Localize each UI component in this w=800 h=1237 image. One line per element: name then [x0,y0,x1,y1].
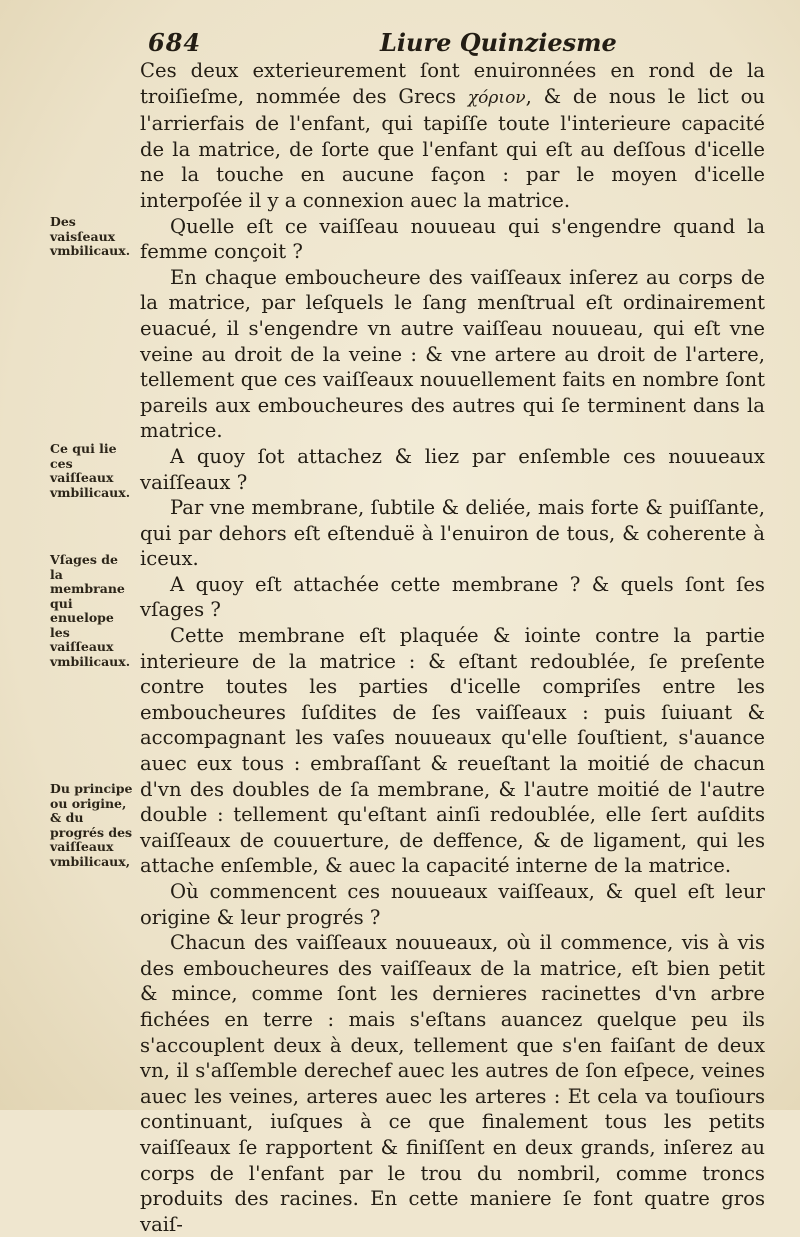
page-number: 684 [148,28,202,57]
question-paragraph: A quoy ſot attachez & liez par enſemble ces nouueaux vaiſſeaux ? [140,444,765,494]
answer-paragraph: Par vne membrane, ſubtile & deliée, mais forte & puiſſante, qui par dehors eſt eſtenduë à l'enuiron de tous, & coherente à iceux. [140,496,765,571]
answer-paragraph: Chacun des vaiſſeaux nouueaux, où il commence, vis à vis des emboucheures des vaiſſeaux de la matrice, eſt bien petit & mince, comme ſont les dernieres racinettes d'vn arbre fichées en terre : mais s'eſtans auancez quelque peu ils s'accouplent deux à deux, tellement que s'en faiſant de deux vn, il s'aſſemble derechef auec les autres de ſon eſpece, veines auec les veines, arteres auec les arteres : Et cela va touſiours continuant, iuſques à ce que finalement tous les petits vaiſſeaux ſe rapportent & finiſſent en deux grands, inſerez au corps de l'enfant par le trou du nombril, comme troncs produits des racines. En cette maniere ſe font quatre gros vaiſ- [140,931,765,1236]
body-text [140,58,765,1237]
paragraph-text: Ces deux exterieurement ſont enuironnées en rond de la troiſieſme, nommée des Grecs [140,59,765,108]
question-paragraph: A quoy eſt attachée cette membrane ? & quels ſont ſes vſages ? [140,572,765,622]
page-header [148,28,760,62]
paragraph-chorion [140,58,765,214]
running-title: Liure Quinziesme [380,28,617,57]
margin-note-umbilical-vessels: Des vaisſeaux vmbilicaux. [50,214,131,258]
greek-word: χόριον [467,87,526,108]
margin-note-what-binds-vessels: Ce qui lie ces vaiſſeaux vmbilicaux. [50,441,131,500]
margin-note-membrane-uses: Vſages de la membrane qui enuelope les vaiſſeaux vmbilicaux. [50,552,131,669]
answer-paragraph: En chaque emboucheure des vaiſſeaux inſerez au corps de la matrice, par leſquels le ſang menſtrual eſt ordinairement euacué, il s'engendre vn autre vaiſſeau nouueau, qui eſt vne veine au droit de la veine : & vne artere au droit de l'artere, tellement que ces vaiſſeaux nouuellement faits en nombre ſont pareils aux emboucheures des autres qui ſe terminent dans la matrice. [140,265,765,443]
question-paragraph: Quelle eſt ce vaiſſeau nouueau qui s'engendre quand la femme conçoit ? [140,214,765,264]
answer-paragraph: Cette membrane eſt plaquée & iointe contre la partie interieure de la matrice : & eſtant redoublée, ſe preſente contre toutes les parties d'icelle compriſes entre les emboucheures ſuſdites de ſes vaiſſeaux : puis ſuiuant & accompagnant les vaſes nouueaux qu'elle ſouſtient, s'auance auec eux tous : embraſſant & reueſtant la moitié de chacun d'vn des doubles de ſa membrane, & l'autre moitié de l'autre double : tellement qu'eſtant ainſi redoublée, elle ſert auſdits vaiſſeaux de couuerture, de deffence, & de ligament, qui les attache enſemble, & auec la capacité interne de la matrice. [140,624,765,878]
question-paragraph: Où commencent ces nouueaux vaiſſeaux, & quel eſt leur origine & leur progrés ? [140,880,765,929]
paragraph-text: , & de nous le lict ou l'arrierfais de l'enfant, qui tapiſſe toute l'interieure capacité de la matrice, de ſorte que l'enfant qui eſt au deſſous d'icelle ne la touche en aucune façon : par le moyen d'icelle interpoſée il y a connexion auec la matrice. [140,84,765,212]
margin-note-origin-progress: Du principe ou origine, & du progrés des vaiſſeaux vmbilicaux, [50,781,133,869]
